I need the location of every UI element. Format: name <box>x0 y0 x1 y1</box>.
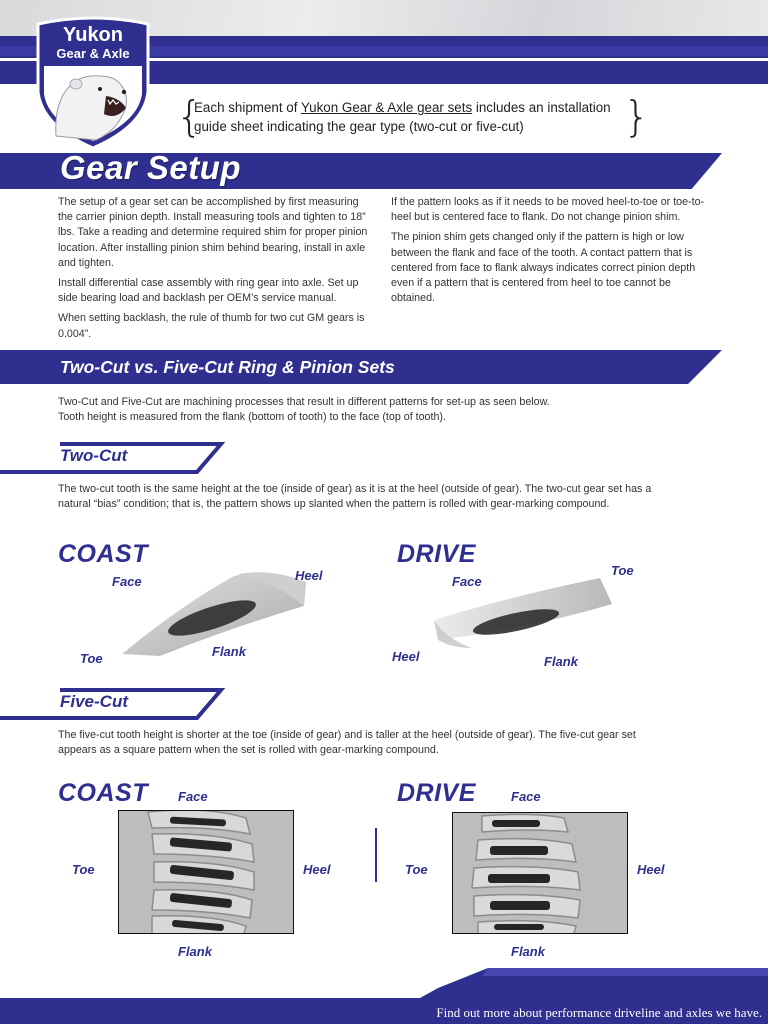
five-cut-coast-face-label: Face <box>178 789 208 804</box>
two-cut-description: The two-cut tooth is the same height at the toe (inside of gear) as it is at the heel (outside of gear). The two-cut gear set has a natural “bias” condition; that is, the pattern shows up slanted when the pattern is rolled with gear-marking compound. <box>58 483 652 510</box>
five-cut-coast-title: COAST <box>58 779 148 807</box>
five-cut-drive-flank-label: Flank <box>511 944 545 959</box>
five-cut-coast-gear-image <box>118 810 294 934</box>
five-cut-drive-heel-label: Heel <box>637 862 665 877</box>
right-brace: } <box>623 92 650 141</box>
logo-name-line2: Gear & Axle <box>56 46 130 61</box>
paragraph: The setup of a gear set can be accomplished by first measuring the carrier pinion depth. Install measuring tools and tighten to 18” lbs. Take a reading and determine required shim for proper pinion location. After installing pinion shim behind bearing, install in axle and tighten. <box>58 196 368 269</box>
footer-text[interactable]: Find out more about performance driveline and axles we have. <box>436 1005 762 1020</box>
two-cut-drive-flank-label: Flank <box>544 654 578 669</box>
paragraph: The pinion shim gets changed only if the pattern is high or low between the flank and face of the tooth. A contact pattern that is centered from face to flank always indicates correct pinion depth even if a pattern that is centered from heel to toe cannot be obtained. <box>391 231 696 305</box>
logo-name-line1: Yukon <box>62 24 124 46</box>
two-cut-drive-face-label: Face <box>452 574 482 589</box>
yukon-logo <box>34 14 152 150</box>
shipment-note <box>176 92 650 141</box>
five-cut-coast-heel-label: Heel <box>303 862 331 877</box>
shipment-note-text: Each shipment of Yukon Gear & Axle gear sets includes an installation guide sheet indicating the gear type (two-cut or five-cut) <box>194 100 611 134</box>
two-cut-heading: Two-Cut <box>0 441 225 475</box>
two-cut-drive-title: DRIVE <box>397 540 476 568</box>
paragraph: When setting backlash, the rule of thumb for two cut GM gears is 0.004”. <box>58 312 365 340</box>
two-cut-coast-flank-label: Flank <box>212 644 246 659</box>
two-cut-drive-heel-label: Heel <box>392 649 420 664</box>
gear-setup-right-column <box>391 195 711 311</box>
five-cut-coast-toe-label: Toe <box>72 862 95 877</box>
five-cut-heading: Five-Cut <box>0 687 225 721</box>
left-brace: { <box>176 92 203 141</box>
five-cut-description: The five-cut tooth height is shorter at the toe (inside of gear) and is taller at the heel (outside of gear). The five-cut gear set appears as a square pattern when the set is rolled with gear-marking compound. <box>58 729 636 756</box>
five-cut-drive-gear-image <box>452 812 628 934</box>
gear-setup-left-column <box>58 195 368 347</box>
two-cut-coast-title: COAST <box>58 540 148 568</box>
two-cut-coast-heel-label: Heel <box>295 568 323 583</box>
coast-drive-divider <box>375 828 377 882</box>
five-cut-drive-face-label: Face <box>511 789 541 804</box>
comparison-intro: Two-Cut and Five-Cut are machining processes that result in different patterns for set-up as seen below. Tooth height is measured from the flank (bottom of tooth) to the face (top of tooth). <box>58 396 550 423</box>
five-cut-coast-flank-label: Flank <box>178 944 212 959</box>
two-cut-coast-face-label: Face <box>112 574 142 589</box>
five-cut-drive-title: DRIVE <box>397 779 476 807</box>
two-cut-coast-toe-label: Toe <box>80 651 103 666</box>
paragraph: If the pattern looks as if it needs to be moved heel-to-toe or toe-to-heel but is centered face to flank. Do not change pinion shim. <box>391 196 705 224</box>
gear-setup-title: Gear Setup <box>60 149 242 186</box>
two-cut-drive-toe-label: Toe <box>611 563 634 578</box>
five-cut-drive-toe-label: Toe <box>405 862 428 877</box>
paragraph: Install differential case assembly with ring gear into axle. Set up side bearing load and backlash per OEM’s service manual. <box>58 277 359 305</box>
gear-sets-link[interactable]: Yukon Gear & Axle gear sets <box>300 100 473 115</box>
comparison-title: Two-Cut vs. Five-Cut Ring & Pinion Sets <box>60 357 395 377</box>
two-cut-coast-tooth-image <box>120 566 310 656</box>
